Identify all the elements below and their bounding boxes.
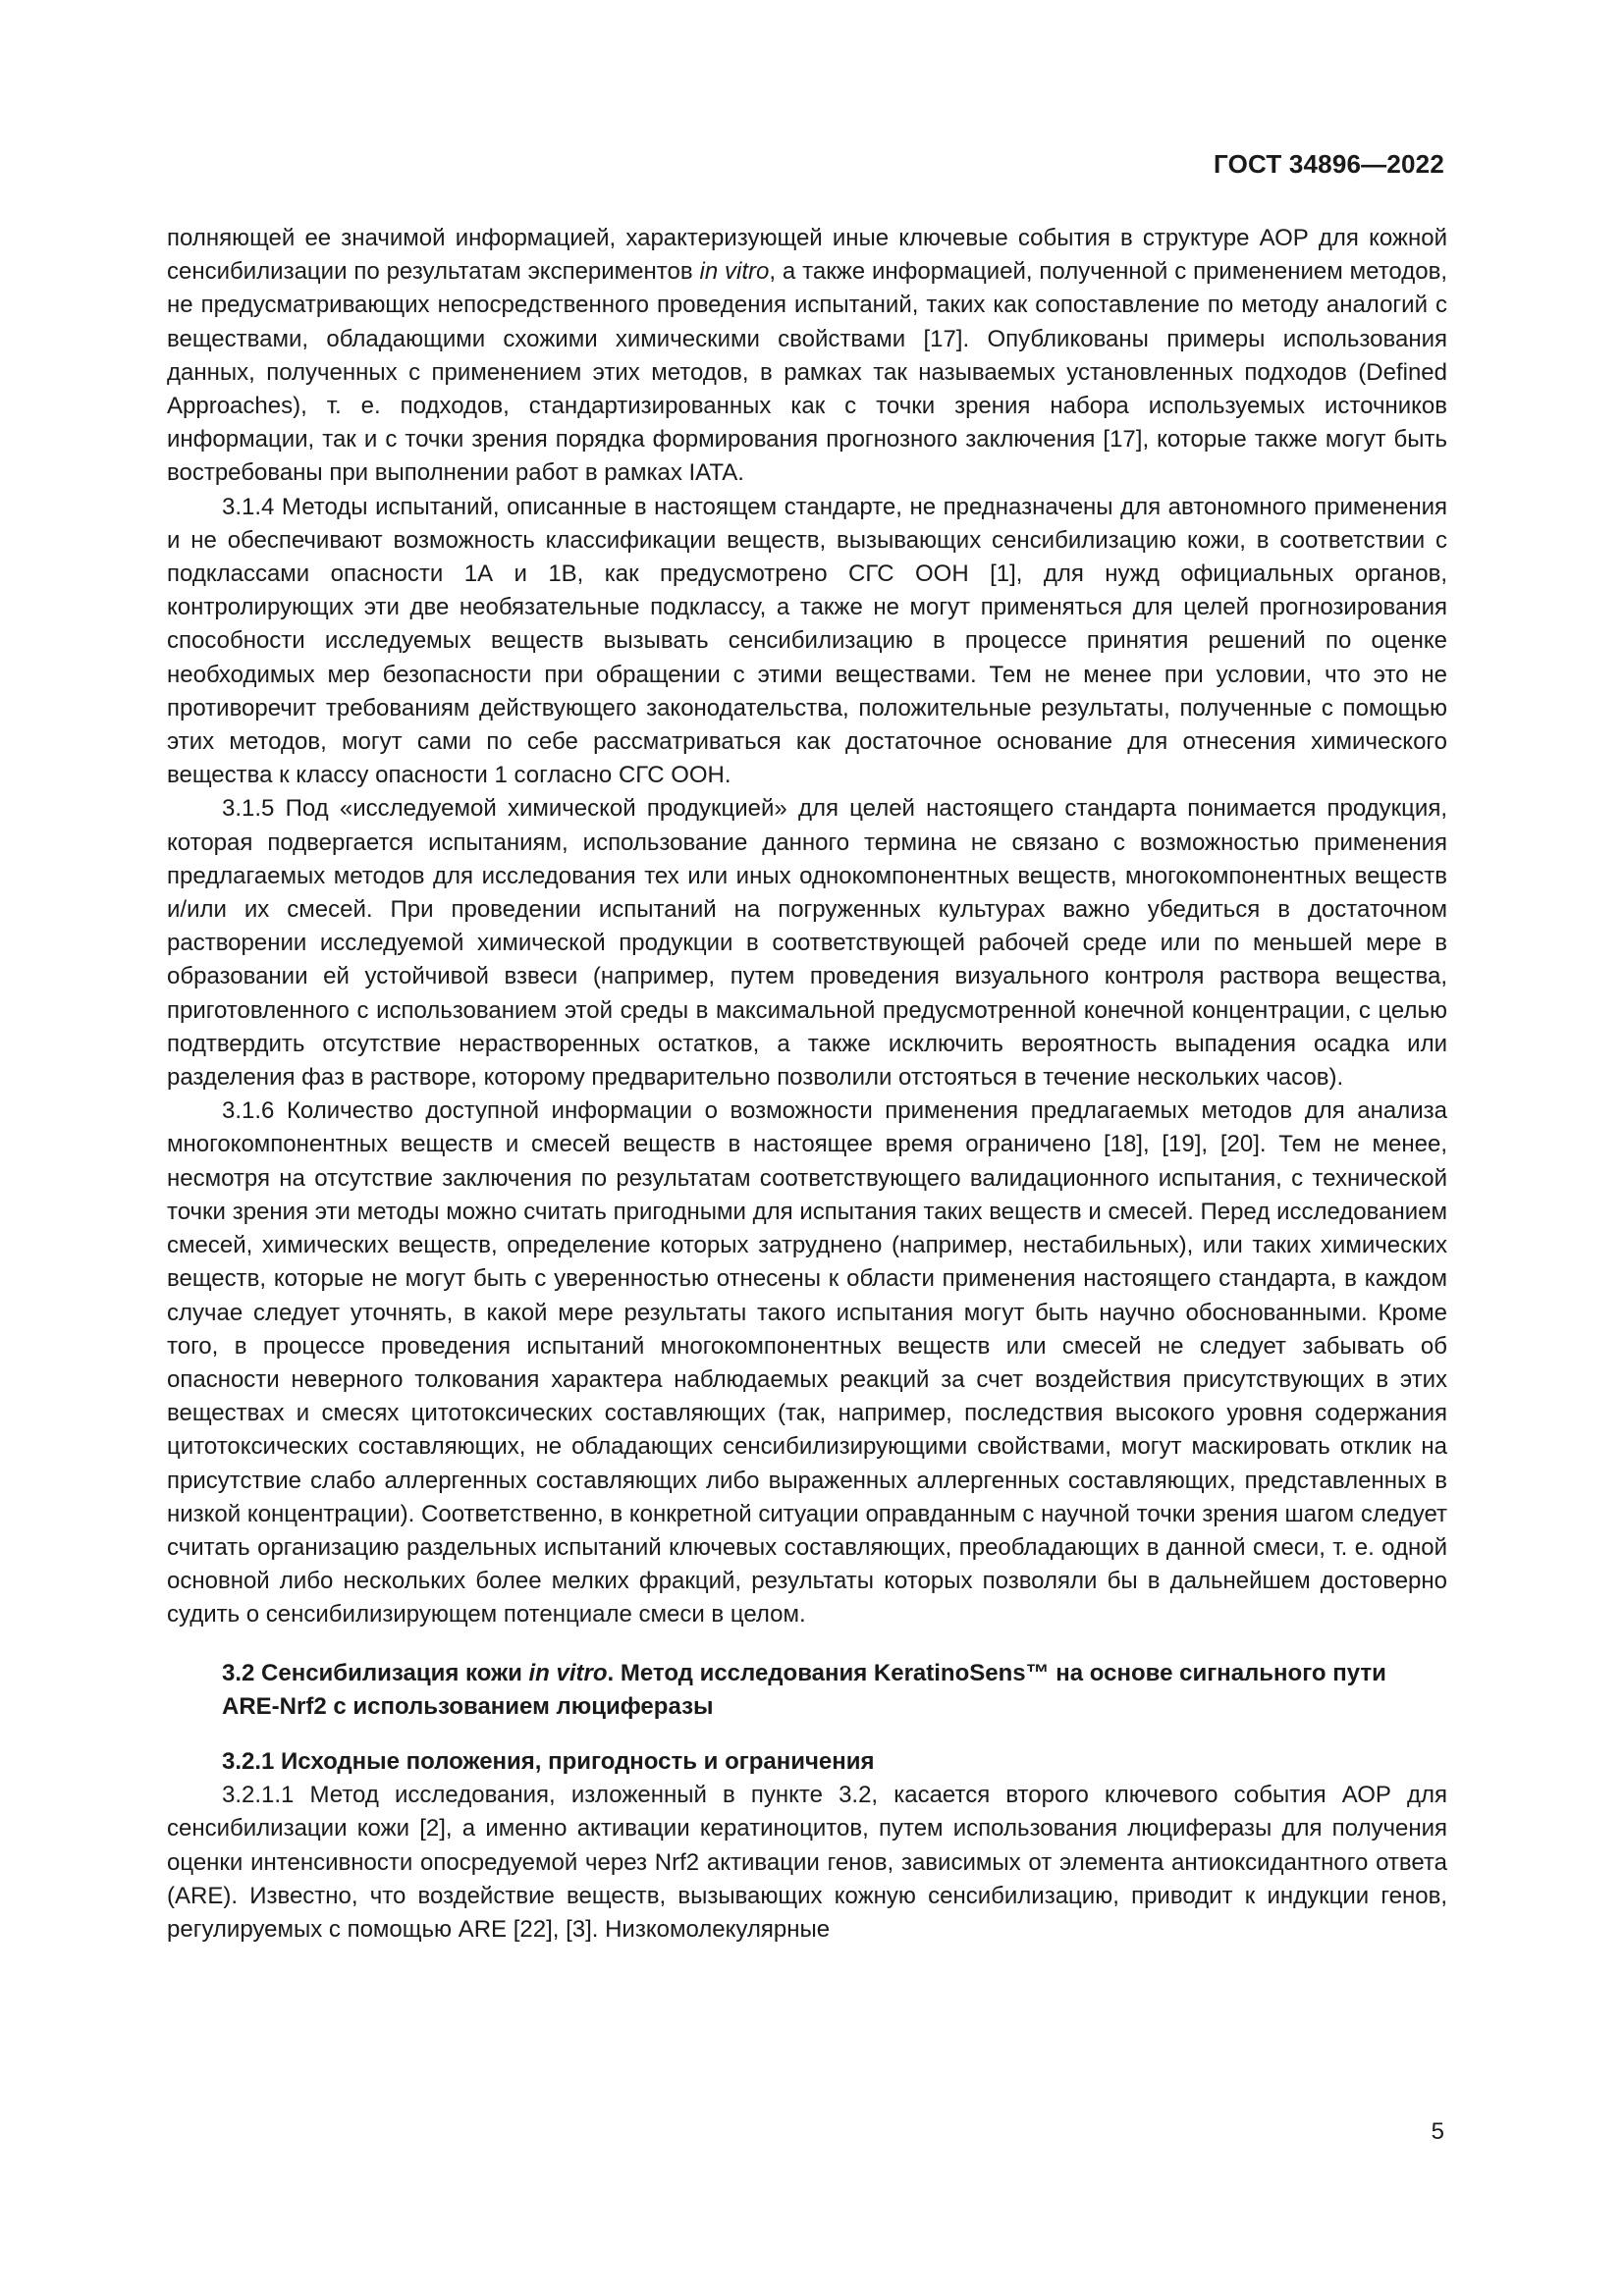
document-body xyxy=(167,222,1447,1947)
section-heading-3-2: 3.2 Сенсибилизация кожи in vitro. Метод исследования KeratinoSens™ на основе сигнального пути ARE-Nrf2 с использованием люциферазы xyxy=(222,1659,1386,1720)
paragraph-3-2-1-1: 3.2.1.1 Метод исследования, изложенный в пункте 3.2, касается второго ключевого события АОР для сенсибилизации кожи [2], а именно активации кератиноцитов, путем использования люциферазы для получения оценки интенсивности опосредуемой через Nrf2 активации генов, зависимых от элемента антиоксидантного ответа (ARE). Известно, что воздействие веществ, вызывающих кожную сенсибилизацию, приводит к индукции генов, регулируемых с помощью ARE [22], [3]. Низкомолекулярные xyxy=(167,1782,1447,1943)
page-number: 5 xyxy=(1431,2118,1444,2145)
document-header: ГОСТ 34896—2022 xyxy=(1214,149,1444,179)
paragraph-intro: полняющей ее значимой информацией, характеризующей иные ключевые события в структуре АОР для кожной сенсибилизации по результатам экспериментов in vitro, а также информацией, полученной с применением методов, не предусматривающих непосредственного проведения испытаний, таких как сопоставление по методу аналогий с веществами, обладающими схожими химическими свойствами [17]. Опубликованы примеры использования данных, полученных с применением этих методов, в рамках так называемых установленных подходов (Defined Approaches), т. е. подходов, стандартизированных как с точки зрения набора используемых источников информации, так и с точки зрения порядка формирования прогнозного заключения [17], которые также могут быть востребованы при выполнении работ в рамках IATA. xyxy=(167,225,1448,487)
italic-term: in vitro xyxy=(528,1659,608,1686)
paragraph-3-1-5: 3.1.5 Под «исследуемой химической продукцией» для целей настоящего стандарта понимается продукция, которая подвергается испытаниям, использование данного термина не связано с возможностью применения предлагаемых методов для исследования тех или иных однокомпонентных веществ, многокомпонентных веществ и/или их смесей. При проведении испытаний на погруженных культурах важно убедиться в достаточном растворении исследуемой химической продукции в соответствующей рабочей среде или по меньшей мере в образовании ей устойчивой взвеси (например, путем проведения визуального контроля раствора вещества, приготовленного с использованием этой среды в максимальной предусмотренной конечной концентрации, с целью подтвердить отсутствие нерастворенных остатков, а также исключить вероятность выпадения осадка или разделения фаз в растворе, которому предварительно позволили отстояться в течение нескольких часов). xyxy=(167,795,1447,1092)
paragraph-3-1-6: 3.1.6 Количество доступной информации о возможности применения предлагаемых методов для анализа многокомпонентных веществ и смесей веществ в настоящее время ограничено [18], [19], [20]. Тем не менее, несмотря на отсутствие заключения по результатам соответствующего валидационного испытания, с технической точки зрения эти методы можно считать пригодными для испытания таких веществ и смесей. Перед исследованием смесей, химических веществ, определение которых затруднено (например, нестабильных), или таких химических веществ, которые не могут быть с уверенностью отнесены к области применения настоящего стандарта, в каждом случае следует уточнять, в какой мере результаты такого испытания могут быть научно обоснованными. Кроме того, в процессе проведения испытаний многокомпонентных веществ или смесей не следует забывать об опасности неверного толкования характера наблюдаемых реакций за счет воздействия присутствующих в этих веществах и смесях цитотоксических составляющих (так, например, последствия высокого уровня содержания цитотоксических составляющих, не обладающих сенсибилизирующими свойствами, могут маскировать отклик на присутствие слабо аллергенных составляющих либо выраженных аллергенных составляющих, представленных в низкой концентрации). Соответственно, в конкретной ситуации оправданным с научной точки зрения шагом следует считать организацию раздельных испытаний ключевых составляющих, преобладающих в данной смеси, т. е. одной основной либо нескольких более мелких фракций, результаты которых позволяли бы в дальнейшем достоверно судить о сенсибилизирующем потенциале смеси в целом. xyxy=(167,1097,1447,1629)
subsection-heading-3-2-1: 3.2.1 Исходные положения, пригодность и ограничения xyxy=(222,1747,875,1775)
italic-term: in vitro xyxy=(699,258,770,286)
paragraph-3-1-4: 3.1.4 Методы испытаний, описанные в настоящем стандарте, не предназначены для автономного применения и не обеспечивают возможность классификации веществ, вызывающих сенсибилизацию кожи, в соответствии с подклассами опасности 1А и 1В, как предусмотрено СГС ООН [1], для нужд официальных органов, контролирующих эти две необязательные подклассу, а также не могут применяться для целей прогнозирования способности исследуемых веществ вызывать сенсибилизацию в процессе принятия решений по оценке необходимых мер безопасности при обращении с этими веществами. Тем не менее при условии, что это не противоречит требованиям действующего законодательства, положительные результаты, полученные с помощью этих методов, могут сами по себе рассматриваться как достаточное основание для отнесения химического вещества к классу опасности 1 согласно СГС ООН. xyxy=(167,493,1447,789)
